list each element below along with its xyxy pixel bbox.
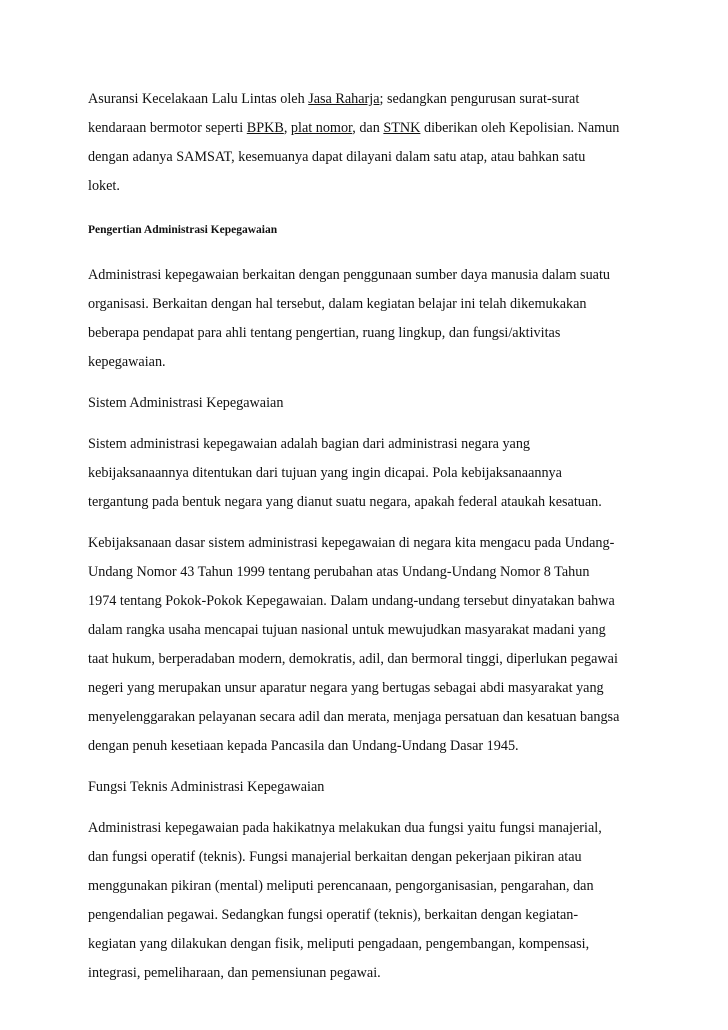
text-line: kegiatan yang dilakukan dengan fisik, meliputi pengadaan, pengembangan, kompensasi, bbox=[88, 936, 590, 952]
text-span: , bbox=[283, 120, 291, 136]
text-line: dengan adanya SAMSAT, kesemuanya dapat dilayani dalam satu atap, atau bahkan satu bbox=[88, 149, 586, 165]
stnk-link[interactable]: STNK bbox=[383, 120, 421, 136]
bpkb-link[interactable]: BPKB bbox=[246, 120, 284, 136]
text-line: menggunakan pikiran (mental) meliputi perencanaan, pengorganisasian, pengarahan, dan bbox=[88, 878, 594, 894]
paragraph-kebijaksanaan bbox=[88, 529, 668, 761]
text-line: kepegawaian. bbox=[88, 354, 166, 370]
text-line: dalam rangka usaha mencapai tujuan nasional untuk mewujudkan masyarakat madani yang bbox=[88, 622, 606, 638]
text-line: menyelenggarakan pelayanan secara adil dan merata, menjaga persatuan dan kesatuan bangsa bbox=[88, 709, 620, 725]
paragraph-pengertian bbox=[88, 261, 668, 377]
text-line bbox=[88, 114, 668, 143]
text-line: Undang Nomor 43 Tahun 1999 tentang perubahan atas Undang-Undang Nomor 8 Tahun bbox=[88, 564, 590, 580]
text-line: Kebijaksanaan dasar sistem administrasi kepegawaian di negara kita mengacu pada Undang- bbox=[88, 535, 615, 551]
text-line: Sistem administrasi kepegawaian adalah bagian dari administrasi negara yang bbox=[88, 436, 531, 452]
text-span: kendaraan bermotor seperti bbox=[88, 120, 247, 136]
text-line: organisasi. Berkaitan dengan hal tersebut, dalam kegiatan belajar ini telah dikemukakan bbox=[88, 296, 587, 312]
text-line bbox=[88, 85, 668, 114]
text-line: dengan penuh kesetiaan kepada Pancasila dan Undang-Undang Dasar 1945. bbox=[88, 738, 519, 754]
text-line: pengendalian pegawai. Sedangkan fungsi operatif (teknis), berkaitan dengan kegiatan- bbox=[88, 907, 579, 923]
jasa-raharja-link[interactable]: Jasa Raharja bbox=[308, 91, 380, 107]
paragraph-sistem bbox=[88, 430, 668, 517]
text-line: tergantung pada bentuk negara yang dianut suatu negara, apakah federal ataukah kesatuan. bbox=[88, 494, 602, 510]
text-span: , dan bbox=[352, 120, 384, 136]
text-line: Administrasi kepegawaian berkaitan dengan penggunaan sumber daya manusia dalam suatu bbox=[88, 267, 611, 283]
text-line: integrasi, pemeliharaan, dan pemensiunan pegawai. bbox=[88, 965, 381, 981]
text-line: 1974 tentang Pokok-Pokok Kepegawaian. Dalam undang-undang tersebut dinyatakan bahwa bbox=[88, 593, 615, 609]
text-line: dan fungsi operatif (teknis). Fungsi manajerial berkaitan dengan pekerjaan pikiran atau bbox=[88, 849, 582, 865]
text-line: Administrasi kepegawaian pada hakikatnya melakukan dua fungsi yaitu fungsi manajerial, bbox=[88, 820, 602, 836]
text-line: loket. bbox=[88, 178, 120, 194]
text-span: Asuransi Kecelakaan Lalu Lintas oleh bbox=[88, 91, 309, 107]
heading-fungsi: Fungsi Teknis Administrasi Kepegawaian bbox=[88, 779, 325, 795]
text-line: kebijaksanaannya ditentukan dari tujuan yang ingin dicapai. Pola kebijaksanaannya bbox=[88, 465, 562, 481]
text-line: taat hukum, berperadaban modern, demokratis, adil, dan bermoral tinggi, diperlukan pegawai bbox=[88, 651, 618, 667]
intro-paragraph bbox=[88, 85, 668, 201]
heading-pengertian: Pengertian Administrasi Kepegawaian bbox=[88, 224, 278, 236]
heading-sistem: Sistem Administrasi Kepegawaian bbox=[88, 395, 284, 411]
text-line: negeri yang merupakan unsur aparatur negara yang bertugas sebagai abdi masyarakat yang bbox=[88, 680, 604, 696]
text-span: diberikan oleh Kepolisian. Namun bbox=[420, 120, 620, 136]
text-span: ; sedangkan pengurusan surat-surat bbox=[379, 91, 580, 107]
plat-nomor-link[interactable]: plat nomor bbox=[290, 120, 353, 136]
text-line: beberapa pendapat para ahli tentang pengertian, ruang lingkup, dan fungsi/aktivitas bbox=[88, 325, 561, 341]
paragraph-fungsi bbox=[88, 814, 668, 988]
